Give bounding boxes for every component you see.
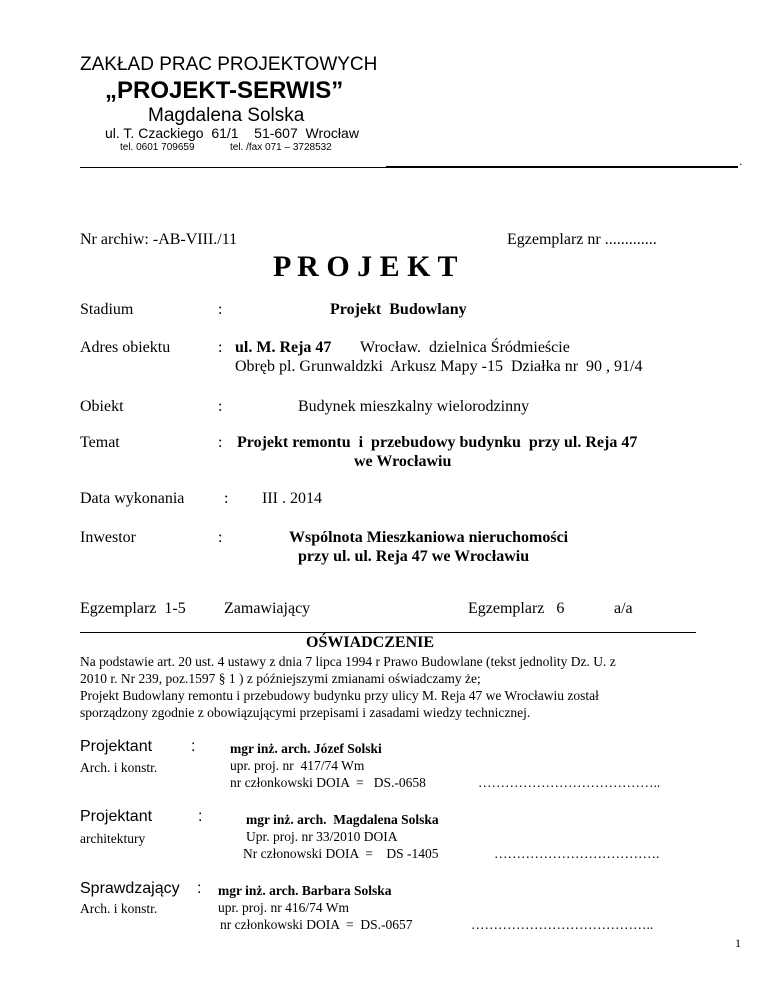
copy-number: Egzemplarz nr ............. <box>507 231 657 248</box>
signature-colon: : <box>198 808 203 825</box>
signature-colon: : <box>197 880 202 897</box>
field-value-inwestor-line2: przy ul. ul. Reja 47 we Wrocławiu <box>298 548 530 565</box>
header-rule-thick <box>386 166 738 168</box>
field-colon-inwestor: : <box>218 529 223 546</box>
signature-license: upr. proj. nr 416/74 Wm <box>218 900 349 915</box>
field-value-stadium: Projekt Budowlany <box>330 301 467 318</box>
field-value-obiekt: Budynek mieszkalny wielorodzinny <box>298 398 530 415</box>
declaration-heading: OŚWIADCZENIE <box>306 634 435 651</box>
copies-right: Egzemplarz 6 <box>468 600 565 617</box>
signature-name: mgr inż. arch. Barbara Solska <box>218 883 392 898</box>
field-label-data: Data wykonania <box>80 490 185 507</box>
signature-member: nr członkowski DOIA = DS.-0658 <box>230 775 426 790</box>
declaration-line-2: 2010 r. Nr 239, poz.1597 § 1 ) z późniejszymi zmianami oświadczamy że; <box>80 671 481 686</box>
declaration-line-1: Na podstawie art. 20 ust. 4 ustawy z dnia 7 lipca 1994 r Prawo Budowlane (tekst jednolity Dz. U. z <box>80 654 616 669</box>
company-line: ZAKŁAD PRAC PROJEKTOWYCH <box>80 54 378 75</box>
signature-colon: : <box>191 738 196 755</box>
company-fax: tel. /fax 071 – 3728532 <box>230 142 332 153</box>
signature-name: mgr inż. arch. Magdalena Solska <box>246 812 439 827</box>
field-value-data: III . 2014 <box>262 490 322 507</box>
archive-number: Nr archiw: -AB-VIII./11 <box>80 231 238 248</box>
field-label-obiekt: Obiekt <box>80 398 124 415</box>
copies-middle: Zamawiający <box>224 600 311 617</box>
field-value-adres-street: ul. M. Reja 47 <box>235 339 332 356</box>
field-value-adres-city: Wrocław. dzielnica Śródmieście <box>360 339 570 356</box>
copies-rule <box>80 632 696 633</box>
signature-dots: ………………………………….. <box>478 775 661 790</box>
copies-left: Egzemplarz 1-5 <box>80 600 186 617</box>
copies-right-suffix: a/a <box>614 600 633 617</box>
header-rule-dot: . <box>739 154 743 168</box>
field-label-temat: Temat <box>80 434 120 451</box>
field-colon-obiekt: : <box>218 398 223 415</box>
signature-role: Sprawdzający <box>80 880 180 897</box>
field-label-stadium: Stadium <box>80 301 134 318</box>
signature-name: mgr inż. arch. Józef Solski <box>230 741 382 756</box>
company-address: ul. T. Czackiego 61/1 51-607 Wrocław <box>105 125 359 141</box>
field-label-inwestor: Inwestor <box>80 529 136 546</box>
declaration-line-4: sporządzony zgodnie z obowiązującymi przepisami i zasadami wiedzy technicznej. <box>80 705 531 720</box>
page-number: 1 <box>735 936 741 950</box>
signature-role: Projektant <box>80 738 153 755</box>
field-colon-temat: : <box>218 434 223 451</box>
signature-dots: ………………………………….. <box>471 917 654 932</box>
signature-member: Nr członowski DOIA = DS -1405 <box>243 846 439 861</box>
signature-sub: architektury <box>80 831 146 846</box>
field-colon-stadium: : <box>218 301 223 318</box>
field-label-adres: Adres obiektu <box>80 339 171 356</box>
field-value-inwestor-line1: Wspólnota Mieszkaniowa nieruchomości <box>289 529 569 546</box>
signature-dots: ………………………………. <box>494 846 660 861</box>
field-value-adres-parcel: Obręb pl. Grunwaldzki Arkusz Mapy -15 Działka nr 90 , 91/4 <box>235 358 643 375</box>
signature-sub: Arch. i konstr. <box>80 901 158 916</box>
header-rule-thin <box>80 167 386 168</box>
company-phone: tel. 0601 709659 <box>120 142 195 153</box>
declaration-line-3: Projekt Budowlany remontu i przebudowy budynku przy ulicy M. Reja 47 we Wrocławiu został <box>80 688 599 703</box>
company-name: „PROJEKT-SERWIS” <box>105 77 344 104</box>
signature-license: upr. proj. nr 417/74 Wm <box>230 758 365 773</box>
signature-license: Upr. proj. nr 33/2010 DOIA <box>246 829 398 844</box>
field-value-temat-line1: Projekt remontu i przebudowy budynku przy ul. Reja 47 <box>237 434 638 451</box>
document-title: P R O J E K T <box>273 250 458 283</box>
signature-role: Projektant <box>80 808 153 825</box>
signature-sub: Arch. i konstr. <box>80 760 158 775</box>
field-value-temat-line2: we Wrocławiu <box>354 453 452 470</box>
field-colon-adres: : <box>218 339 223 356</box>
signature-member: nr członkowski DOIA = DS.-0657 <box>220 917 413 932</box>
field-colon-data: : <box>224 490 229 507</box>
company-owner: Magdalena Solska <box>148 105 305 126</box>
